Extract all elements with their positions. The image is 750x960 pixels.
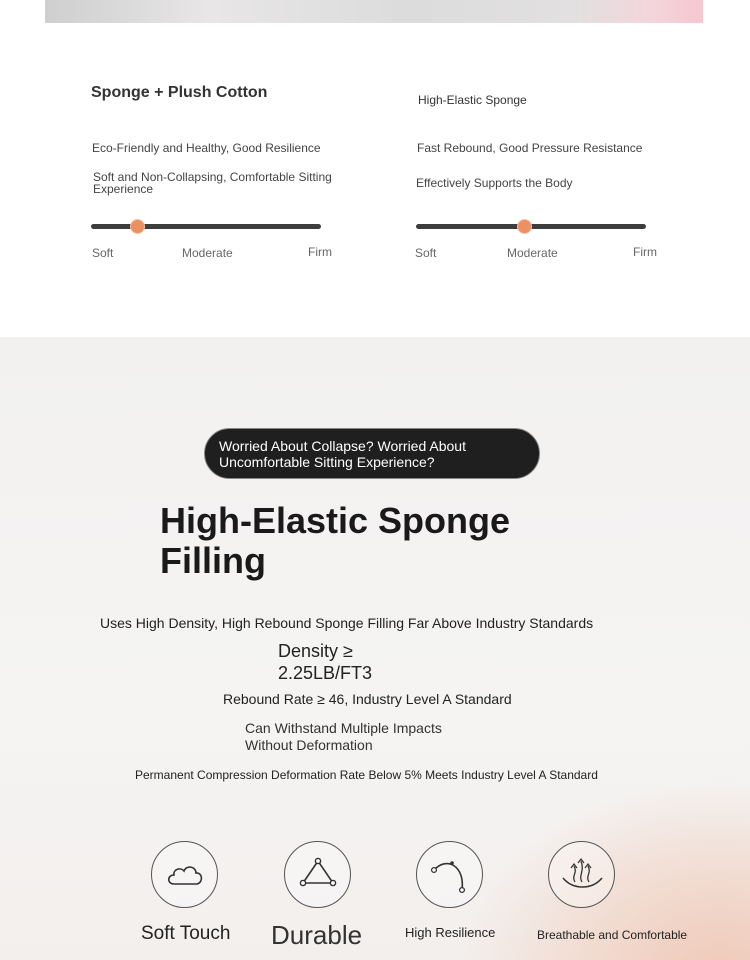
- icon-label-high-resilience: High Resilience: [405, 925, 496, 940]
- left-scale-moderate: Moderate: [182, 246, 233, 260]
- curve-icon: [416, 841, 483, 908]
- left-feature-2: Soft and Non-Collapsing, Comfortable Sitting Experience: [93, 170, 332, 196]
- right-firmness-knob: [517, 219, 532, 234]
- spec-rebound: Rebound Rate ≥ 46, Industry Level A Standard: [223, 691, 512, 707]
- right-material-title: High-Elastic Sponge: [418, 93, 527, 107]
- icon-label-durable: Durable: [271, 920, 363, 950]
- left-firmness-knob: [130, 219, 145, 234]
- left-feature-1: Eco-Friendly and Healthy, Good Resilience: [92, 141, 321, 155]
- filling-feature-section: [0, 337, 750, 960]
- left-firmness-track: [91, 224, 321, 229]
- triangle-icon: [284, 841, 351, 908]
- right-scale-soft: Soft: [415, 246, 437, 260]
- spec-line-1: Uses High Density, High Rebound Sponge Filling Far Above Industry Standards: [100, 615, 594, 631]
- right-feature-1: Fast Rebound, Good Pressure Resistance: [417, 141, 643, 155]
- spec-impacts: Can Withstand Multiple Impacts Without Deformation: [245, 720, 442, 753]
- airflow-icon: [548, 841, 615, 908]
- icon-label-soft-touch: Soft Touch: [141, 923, 231, 944]
- product-photo-strip: [45, 0, 703, 23]
- left-material-title: Sponge + Plush Cotton: [91, 84, 268, 101]
- right-feature-2: Effectively Supports the Body: [416, 176, 573, 190]
- spec-density: Density ≥ 2.25LB/FT3: [278, 641, 373, 683]
- section-title: High-Elastic Sponge Filling: [160, 500, 511, 581]
- spec-compression: Permanent Compression Deformation Rate Below 5% Meets Industry Level A Standard: [135, 768, 598, 782]
- left-scale-soft: Soft: [92, 246, 114, 260]
- right-scale-moderate: Moderate: [507, 246, 558, 260]
- left-scale-firm: Firm: [308, 245, 332, 259]
- right-scale-firm: Firm: [633, 245, 657, 259]
- icon-label-breathable: Breathable and Comfortable: [537, 928, 688, 942]
- cloud-icon: [151, 841, 218, 908]
- worry-pill-banner: Worried About Collapse? Worried About Uncomfortable Sitting Experience?: [204, 428, 540, 479]
